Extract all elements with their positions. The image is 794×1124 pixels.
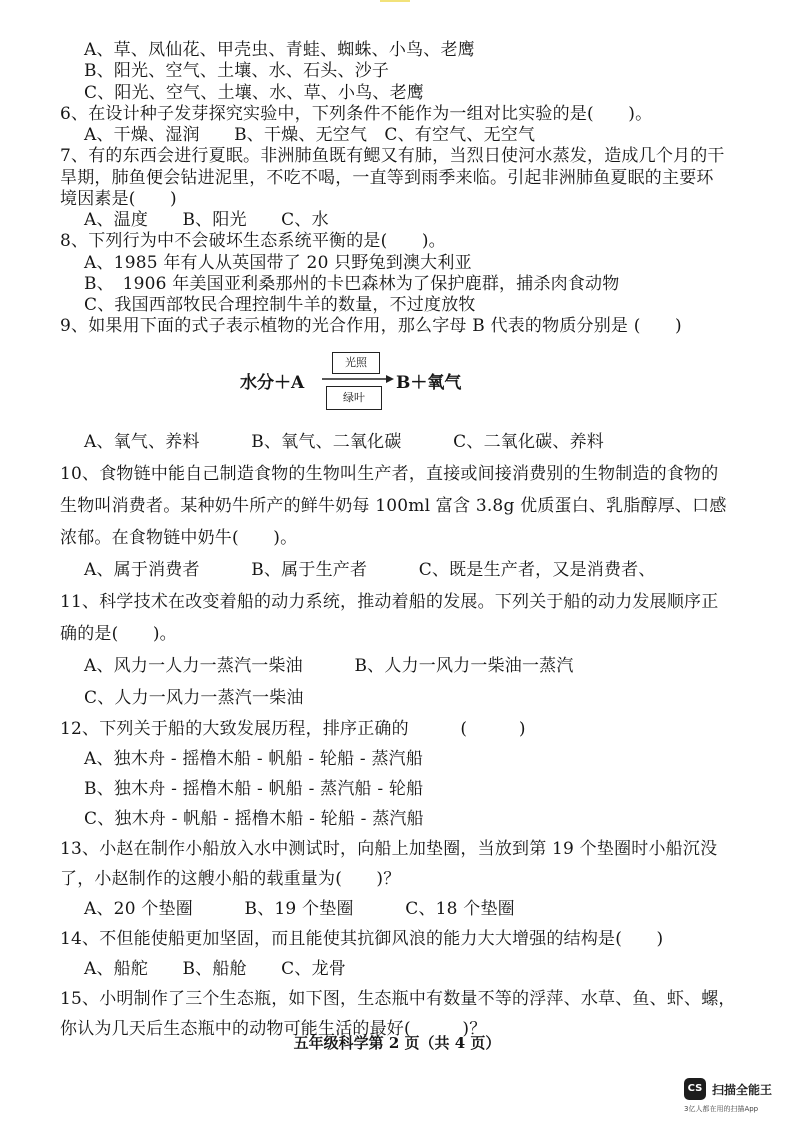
q10-stem-line1: 10、食物链中能自己制造食物的生物叫生产者，直接或间接消费别的生物制造的食物的 bbox=[60, 463, 719, 484]
q9-options: A、氧气、养料 B、氧气、二氧化碳 C、二氧化碳、养料 bbox=[84, 431, 604, 452]
watermark-app-name: 扫描全能王 bbox=[712, 1083, 773, 1097]
q15-stem-line1: 15、小明制作了三个生态瓶，如下图，生态瓶中有数量不等的浮萍、水草、鱼、虾、螺， bbox=[60, 988, 736, 1009]
q12-stem: 12、下列关于船的大致发展历程，排序正确的 ( ) bbox=[60, 718, 526, 739]
q8-option-c: C、我国西部牧民合理控制牛羊的数量，不过度放牧 bbox=[84, 295, 476, 315]
q10-stem-line3: 浓郁。在食物链中奶牛( )。 bbox=[60, 527, 298, 548]
q10-options: A、属于消费者 B、属于生产者 C、既是生产者，又是消费者、 bbox=[84, 559, 656, 580]
q9-stem: 9、如果用下面的式子表示植物的光合作用，那么字母 B 代表的物质分别是 ( ) bbox=[60, 316, 682, 337]
q5-option-b: B、阳光、空气、土壤、水、石头、沙子 bbox=[84, 61, 390, 82]
formula-left-side: 水分＋A bbox=[240, 372, 305, 393]
q7-options: A、温度 B、阳光 C、水 bbox=[84, 210, 329, 230]
formula-right-side: B＋氧气 bbox=[396, 372, 462, 393]
q8-stem: 8、下列行为中不会破坏生态系统平衡的是( )。 bbox=[60, 231, 446, 252]
q14-options: A、船舵 B、船舱 C、龙骨 bbox=[84, 958, 346, 979]
q7-stem-line2: 旱期，肺鱼便会钻进泥里，不吃不喝，一直等到雨季来临。引起非洲肺鱼夏眠的主要环 bbox=[60, 167, 714, 188]
formula-condition-light: 光照 bbox=[332, 352, 380, 374]
q13-stem-line1: 13、小赵在制作小船放入水中测试时，向船上加垫圈，当放到第 19 个垫圈时小船沉没 bbox=[60, 838, 718, 859]
q11-stem-line2: 确的是( )。 bbox=[60, 623, 177, 644]
q10-stem-line2: 生物叫消费者。某种奶牛所产的鲜牛奶每 100ml 富含 3.8g 优质蛋白、乳脂醇厚、口感 bbox=[60, 495, 727, 516]
q13-options: A、20 个垫圈 B、19 个垫圈 C、18 个垫圈 bbox=[84, 898, 515, 919]
photosynthesis-formula bbox=[60, 346, 760, 418]
camscanner-logo-icon: CS bbox=[684, 1078, 706, 1100]
q5-option-a: A、草、凤仙花、甲壳虫、青蛙、蜘蛛、小鸟、老鹰 bbox=[84, 40, 475, 60]
q11-option-c: C、人力一风力一蒸汽一柴油 bbox=[84, 687, 304, 708]
watermark-tagline: 3亿人都在用的扫描App bbox=[684, 1105, 759, 1113]
q6-stem: 6、在设计种子发芽探究实验中，下列条件不能作为一组对比实验的是( )。 bbox=[60, 103, 653, 124]
q7-stem-line3: 境因素是( ) bbox=[60, 188, 177, 209]
scanner-watermark bbox=[684, 1078, 794, 1118]
q11-stem-line1: 11、科学技术在改变着船的动力系统，推动着船的发展。下列关于船的动力发展顺序正 bbox=[60, 591, 719, 612]
q12-option-a: A、独木舟 - 摇橹木船 - 帆船 - 轮船 - 蒸汽船 bbox=[84, 748, 424, 769]
q14-stem: 14、不但能使船更加坚固，而且能使其抗御风浪的能力大大增强的结构是( ) bbox=[60, 928, 664, 949]
q12-option-c: C、独木舟 - 帆船 - 摇橹木船 - 轮船 - 蒸汽船 bbox=[84, 808, 424, 829]
q6-options: A、干燥、湿润 B、干燥、无空气 C、有空气、无空气 bbox=[84, 125, 536, 145]
q13-stem-line2: 了，小赵制作的这艘小船的载重量为( )？ bbox=[60, 868, 401, 889]
q11-options-ab: A、风力一人力一蒸汽一柴油 B、人力一风力一柴油一蒸汽 bbox=[84, 655, 574, 676]
formula-condition-leaf: 绿叶 bbox=[326, 386, 382, 410]
q8-option-a: A、1985 年有人从英国带了 20 只野兔到澳大利亚 bbox=[84, 252, 472, 273]
page-footer: 五年级科学第 2 页（共 4 页） bbox=[293, 1034, 501, 1052]
q12-option-b: B、独木舟 - 摇橹木船 - 帆船 - 蒸汽船 - 轮船 bbox=[84, 778, 424, 799]
page-top-edge bbox=[380, 0, 410, 2]
q8-option-b: B、 1906 年美国亚利桑那州的卡巴森林为了保护鹿群，捕杀肉食动物 bbox=[84, 273, 620, 294]
q7-stem-line1: 7、有的东西会进行夏眠。非洲肺鱼既有鳃又有肺，当烈日使河水蒸发，造成几个月的干 bbox=[60, 146, 725, 167]
q5-option-c: C、阳光、空气、土壤、水、草、小鸟、老鹰 bbox=[84, 82, 425, 103]
q15-stem-line2: 你认为几天后生态瓶中的动物可能生活的最好( )？ bbox=[60, 1018, 487, 1039]
exam-page-content bbox=[60, 40, 760, 1044]
